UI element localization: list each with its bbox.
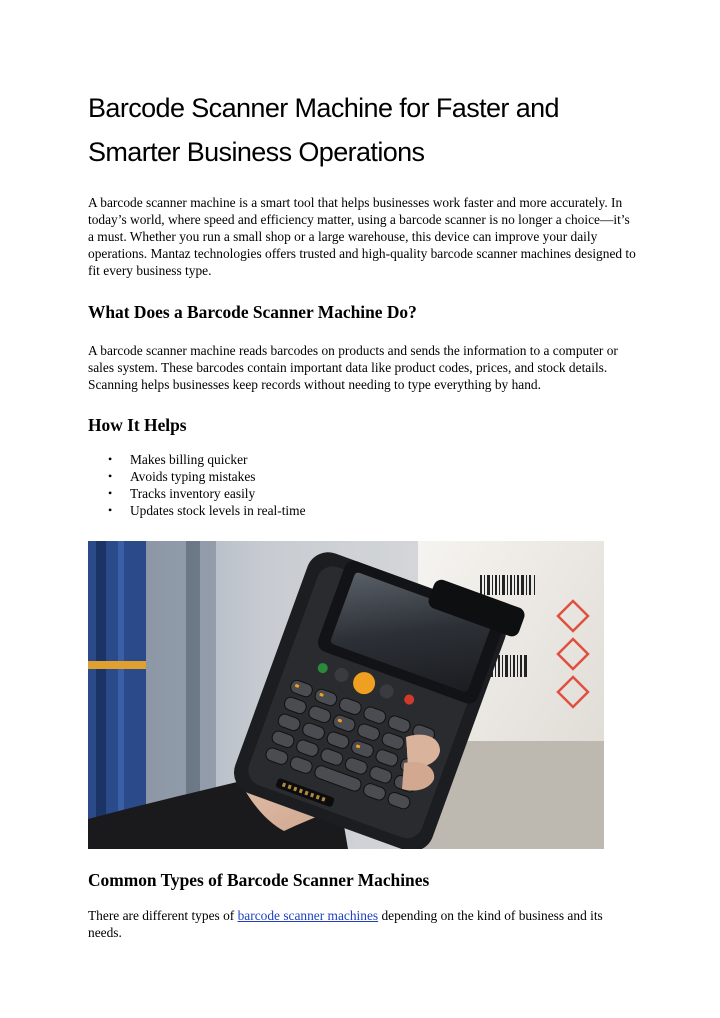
title-line-1: Barcode Scanner Machine for Faster and bbox=[88, 93, 559, 123]
document-title bbox=[88, 86, 636, 174]
barcode-scanner-photo bbox=[88, 541, 604, 849]
list-item: • Makes billing quicker bbox=[108, 452, 248, 467]
benefits-list bbox=[88, 451, 636, 519]
intro-paragraph: A barcode scanner machine is a smart tool that helps businesses work faster and more accurately. In today’s world, where speed and efficiency matter, using a barcode scanner is no longer a choice—it’s a must. Whether you run a small shop or a large warehouse, this device can improve your daily operations. Mantaz technologies offers trusted and high-quality barcode scanner machines designed to fit every business type. bbox=[88, 195, 636, 278]
document-page bbox=[88, 86, 636, 941]
list-item: • Updates stock levels in real-time bbox=[108, 503, 306, 518]
bullet-icon: • bbox=[108, 452, 113, 466]
bullet-icon: • bbox=[108, 486, 113, 500]
list-item: • Tracks inventory easily bbox=[108, 486, 256, 501]
section-heading-common-types: Common Types of Barcode Scanner Machines bbox=[88, 870, 430, 890]
title-line-2: Smarter Business Operations bbox=[88, 137, 425, 167]
bullet-icon: • bbox=[108, 503, 113, 517]
common-types-paragraph: There are different types of barcode scanner machines depending on the kind of business and its needs. bbox=[88, 908, 603, 940]
section-heading-what: What Does a Barcode Scanner Machine Do? bbox=[88, 302, 417, 322]
section-heading-how: How It Helps bbox=[88, 415, 187, 435]
barcode-scanner-machines-link[interactable]: barcode scanner machines bbox=[237, 908, 379, 923]
what-paragraph: A barcode scanner machine reads barcodes on products and sends the information to a computer or sales system. These barcodes contain important data like product codes, prices, and stock details. Scanning helps businesses keep records without needing to type everything by hand. bbox=[88, 343, 618, 392]
list-item: • Avoids typing mistakes bbox=[108, 469, 256, 484]
bullet-icon: • bbox=[108, 469, 113, 483]
